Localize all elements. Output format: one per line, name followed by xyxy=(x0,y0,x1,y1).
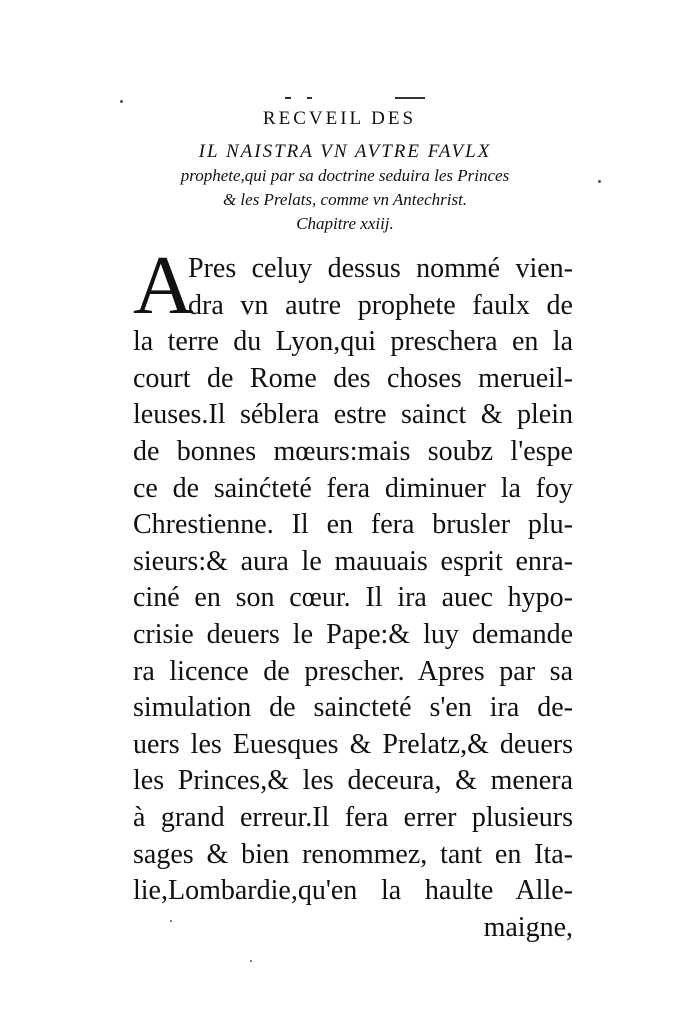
body-line: les Princes,& les deceura, & menera xyxy=(133,765,573,797)
paper-speck xyxy=(120,100,123,103)
body-line: uers les Euesques & Prelatz,& deuers xyxy=(133,728,573,760)
body-line: ce de sainćteté fera diminuer la foy xyxy=(133,472,573,504)
body-line: leuses.Il séblera estre sainct & plein xyxy=(133,399,573,431)
body-line: dra vn autre prophete faulx de xyxy=(188,289,573,321)
chapter-heading-line-1: IL NAISTRA VN AVTRE FAVLX xyxy=(198,141,492,162)
drop-cap-initial: A xyxy=(133,239,194,332)
body-line: court de Rome des choses merueil- xyxy=(133,362,573,394)
chapter-heading xyxy=(110,140,580,236)
paper-speck xyxy=(170,920,172,922)
body-line: sages & bien renommez, tant en Ita- xyxy=(133,838,573,870)
body-line: crisie deuers le Pape:& luy demande xyxy=(133,618,573,650)
body-line: lie,Lombardie,qu'en la haulte Alle- xyxy=(133,875,573,907)
body-line: la terre du Lyon,qui preschera en la xyxy=(133,326,573,358)
body-line: sieurs:& aura le mauuais esprit enra- xyxy=(133,545,573,577)
body-line: à grand erreur.Il fera errer plusieurs xyxy=(133,801,573,833)
body-line: de bonnes mœurs:mais soubz l'espe xyxy=(133,435,573,467)
body-line: Chrestienne. Il en fera brusler plu- xyxy=(133,509,573,541)
chapter-heading-line-2: prophete,qui par sa doctrine seduira les Princes xyxy=(180,166,510,185)
body-line: Pres celuy dessus nommé vien- xyxy=(188,253,573,284)
running-head: RECVEIL DES xyxy=(262,108,417,129)
body-line: simulation de saincteté s'en ira de- xyxy=(133,692,573,724)
paper-speck xyxy=(598,180,601,183)
paper-speck xyxy=(250,960,252,962)
chapter-heading-line-3: & les Prelats, comme vn Antechrist. xyxy=(222,190,468,209)
body-line: ciné en son cœur. Il ira auec hypo- xyxy=(133,582,573,614)
body-line: ra licence de prescher. Apres par sa xyxy=(133,655,573,687)
chapter-number: Chapitre xxiij. xyxy=(296,214,394,233)
catchword: maigne, xyxy=(483,911,573,943)
header-rule-marks xyxy=(285,97,445,101)
body-text xyxy=(133,251,573,946)
